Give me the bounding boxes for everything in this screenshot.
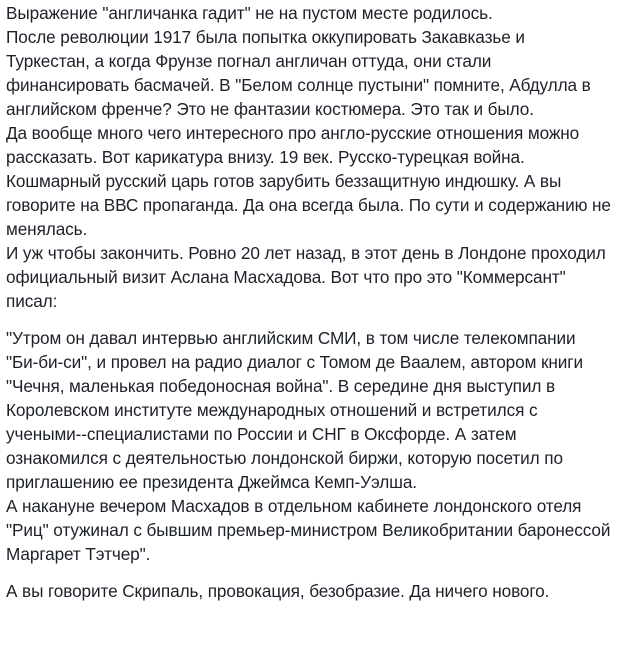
paragraph-conclusion: А вы говорите Скрипаль, провокация, безобразие. Да ничего нового. [6, 581, 550, 601]
paragraph-relations: Да вообще много чего интересного про англо-русские отношения можно рассказать. Вот карикатура внизу. 19 век. Русско-турецкая война. Кошмарный русский царь готов зарубить беззащитную индюшку. А вы говорите на ВВС пропаганда. Да она всегда была. По сути и содержанию не менялась. [6, 123, 611, 239]
paragraph-quote-dinner: А накануне вечером Масхадов в отдельном кабинете лондонского отеля "Риц" отужинал с бывшим премьер-министром Великобритании баронессой Маргарет Тэтчер". [6, 496, 611, 564]
paragraph-quote: "Утром он давал интервью английским СМИ, в том числе телекомпании "Би-би-си", и провел на радио диалог с Томом де Ваалем, автором книги "Чечня, маленькая победоносная война". В середине дня выступил в Королевском институте международных отношений и встретился с учеными--специалистами по России и СНГ в Оксфорде. А затем ознакомился с деятельностью лондонской биржи, которую посетил по приглашению ее президента Джеймса Кемп-Уэлша. [6, 328, 583, 492]
paragraph-maskhadov-visit: И уж чтобы закончить. Ровно 20 лет назад, в этот день в Лондоне проходил официальный визит Аслана Масхадова. Вот что про это "Коммерсант" писал: [6, 243, 606, 311]
paragraph-revolution: После революции 1917 была попытка оккупировать Закавказье и Туркестан, а когда Фрунзе погнал англичан оттуда, они стали финансировать басмачей. В "Белом солнце пустыни" помните, Абдулла в английском френче? Это не фантазии костюмера. Это так и было. [6, 27, 591, 119]
paragraph-intro: Выражение "англичанка гадит" не на пустом месте родилось. [6, 3, 493, 23]
post-text [0, 1, 620, 603]
